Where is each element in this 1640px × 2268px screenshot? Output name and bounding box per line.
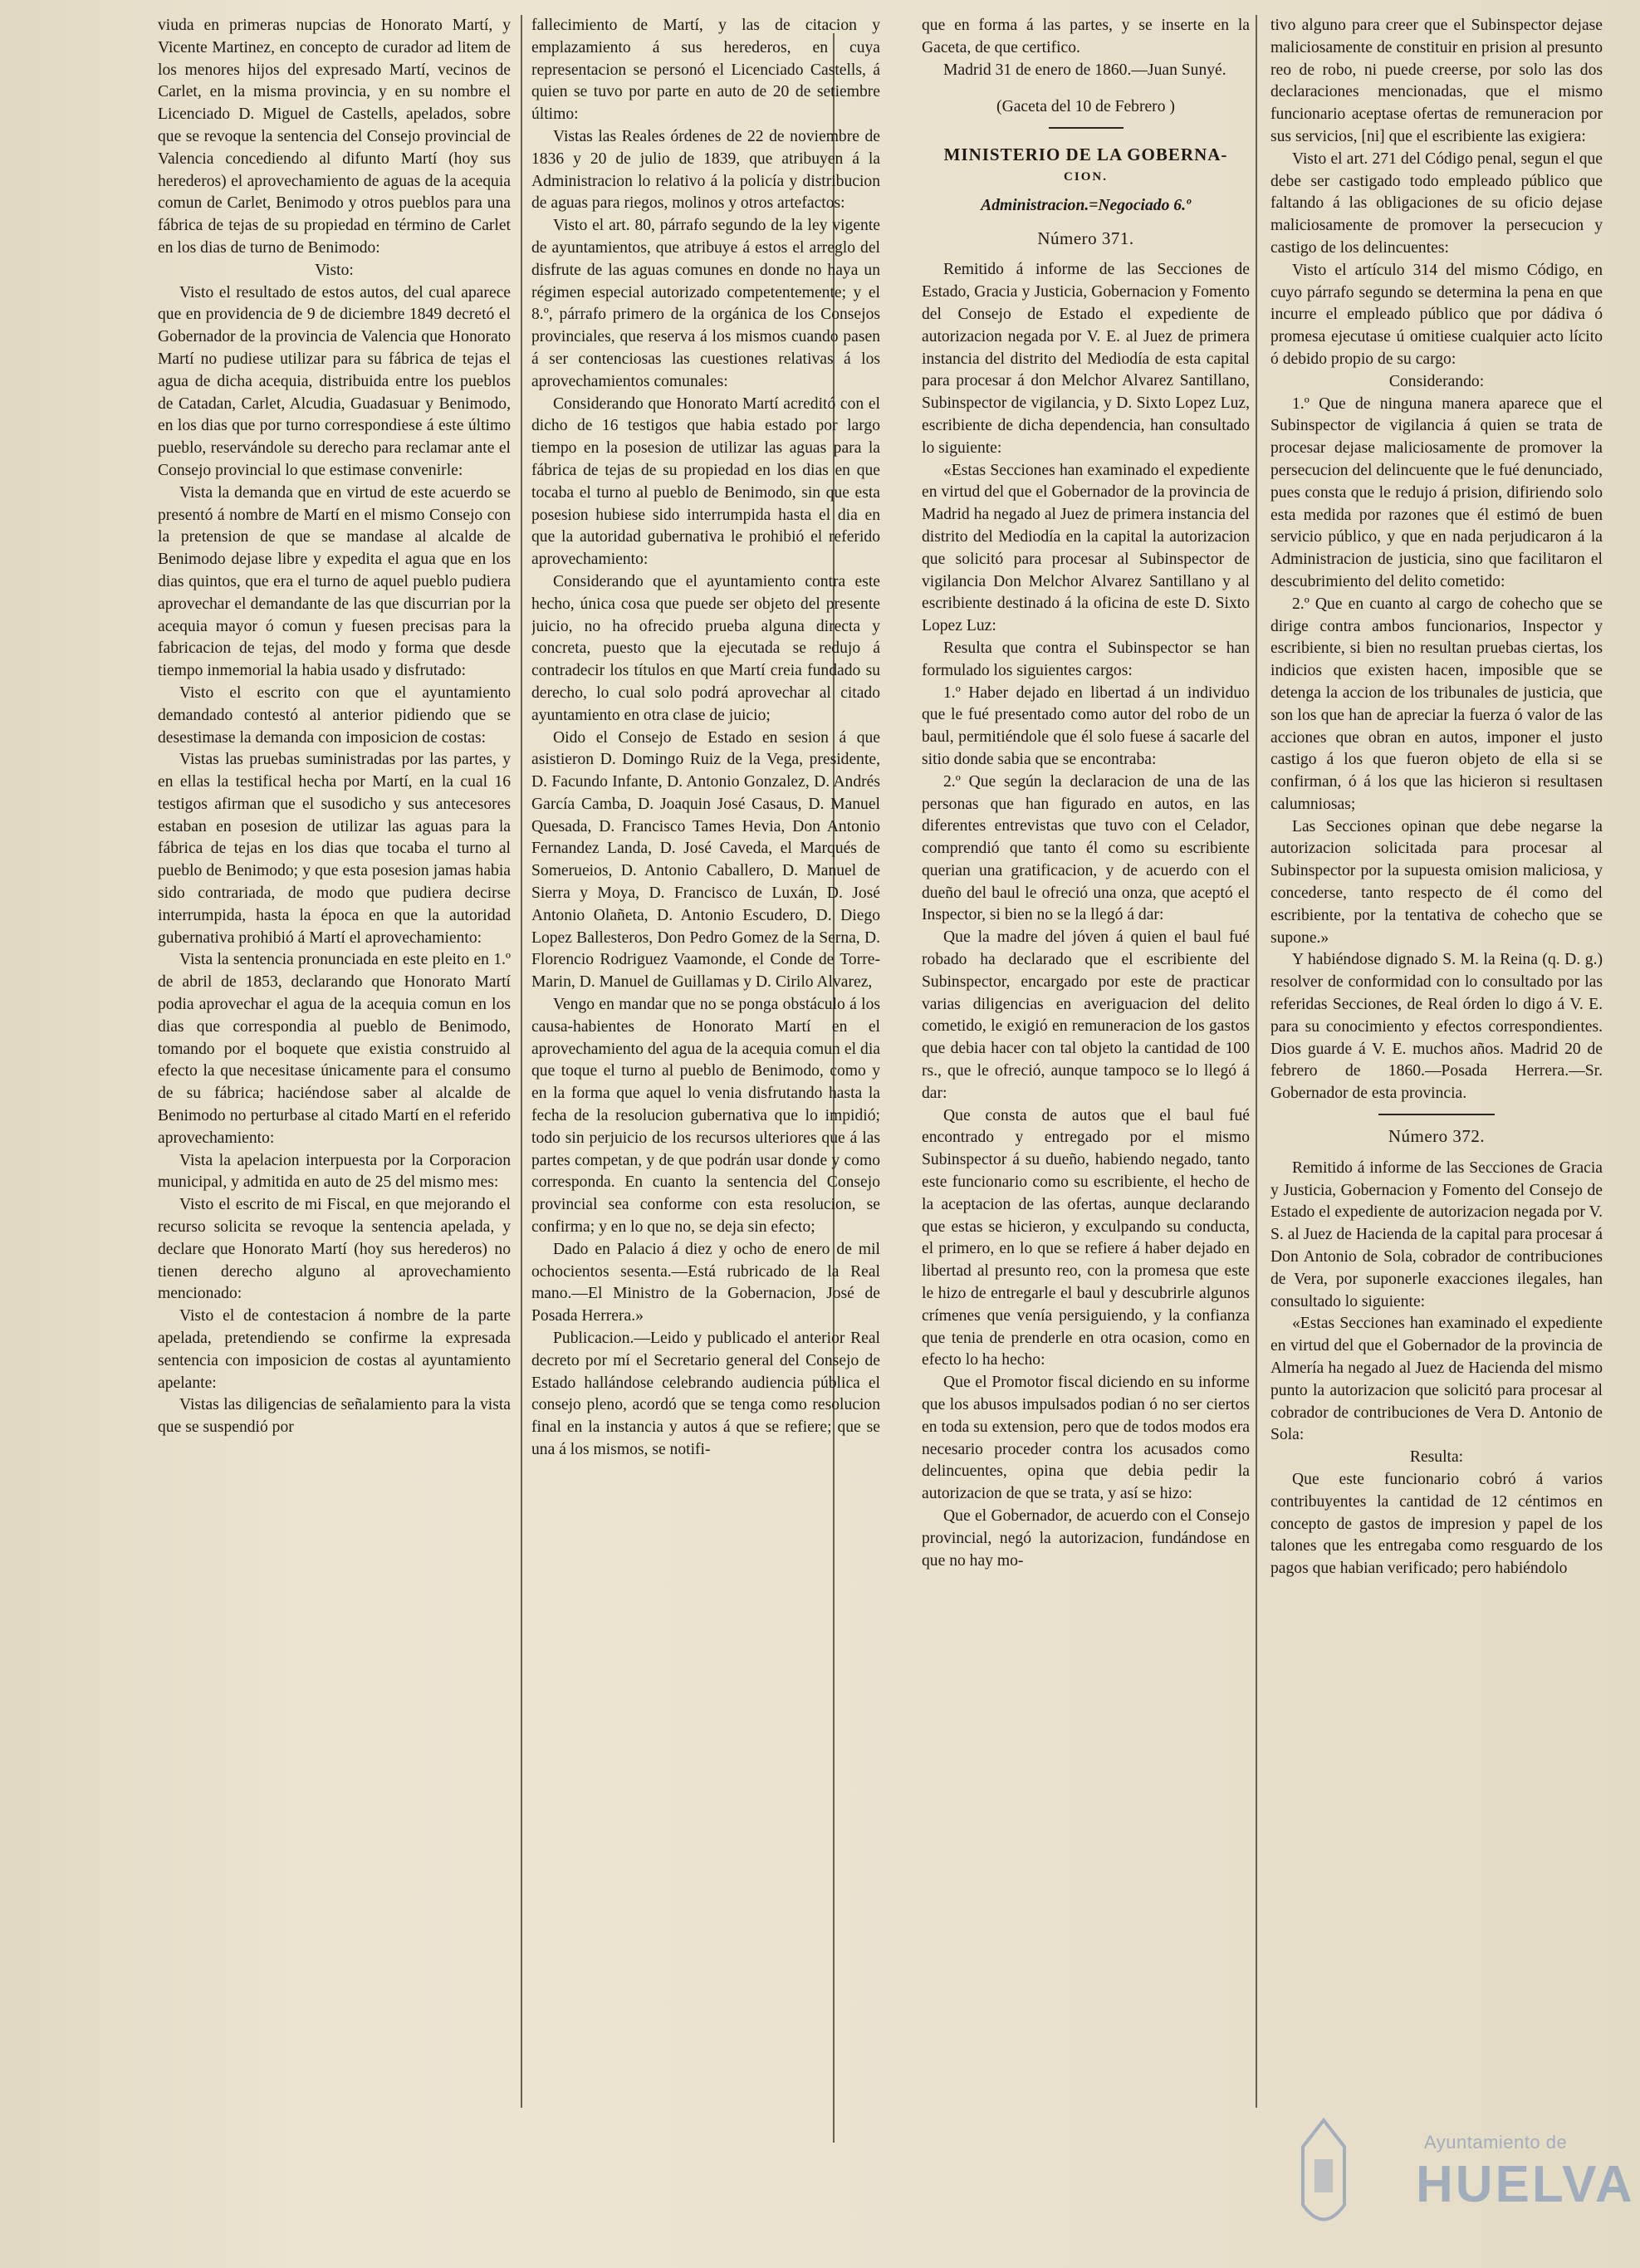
paragraph: Que este funcionario cobró á varios contribuyentes la cantidad de 12 céntimos en concepto de gastos de impresion y papel de los talones que les entregaba como resguardo de los pagos que habian verificado; pero habiéndolo [1270,1471,1603,1578]
paragraph: Que la madre del jóven á quien el baul fué robado ha declarado que el escribiente del Subinspector, encargado por este de practicar varias diligencias en averiguacion del delito cometido, le exigió en remuneracion de los gastos que debia hacer con tal objeto la cantidad de 100 rs., que le ofreció, aunque tampoco se lo llegó á dar: [922,928,1250,1102]
paragraph: fallecimiento de Martí, y las de citacion y emplazamiento á sus herederos, en cuya representacion se personó el Licenciado Castells, á quien se tuvo por parte en auto de 20 de setiembre último: [531,17,880,124]
paragraph: 1.º Haber dejado en libertad á un individuo que le fué presentado como autor del robo de un baul, permitiéndole que él solo fuese á sacarle del sitio donde sabia que se encontraba: [922,683,1250,768]
paragraph: Considerando que Honorato Martí acreditó con el dicho de 16 testigos que habia estado por largo tiempo en la posesion de utilizar las aguas para la fábrica de tejas de su propiedad en los dias en que tocaba el turno al pueblo de Benimodo, sin que esta posesion hubiese sido interrumpida hasta el dia en que la autoridad gubernativa le prohibió el referido aprovechamiento: [531,394,880,569]
paragraph: tivo alguno para creer que el Subinspector dejase maliciosamente de constituir en prision al presunto reo de robo, ni puede creerse, por solo las dos declaraciones mencionadas, que el mismo funcionario aceptase ofertas de remuneracion por sus servicios, [ni] que el escribiente las exigiera: [1270,17,1603,145]
gaceta-reference: (Gaceta del 10 de Febrero ) [996,98,1175,116]
paragraph: viuda en primeras nupcias de Honorato Martí, y Vicente Martinez, en concepto de curador ad litem de los menores hijos del expresado Martí, vecinos de Carlet, en la misma provincia, y en su nombre el Licenciado D. Miguel de Castells, apelados, sobre que se revoque la sentencia del Consejo provincial de Valencia concediendo al difunto Martí (hoy sus herederos) el aprovechamiento de aguas de la acequia comun de Carlet, Benimodo y otros pueblos para una fábrica de tejas de su propiedad en término de Carlet en los dias de turno de Benimodo: [158,17,511,257]
paragraph: Vistas las diligencias de señalamiento para la vista que se suspendió por [158,1396,511,1437]
paragraph: Vistas las pruebas suministradas por las partes, y en ellas la testifical hecha por Martí, en la cual 16 testigos afirman que el susodicho y sus antecesores estaban en posesion de utilizar las aguas para la fábrica de tejas en los dias que tocaba el turno al pueblo de Benimodo; y que esta posesion jamas habia sido contrariada, de modo que pudiera decirse interrumpida, hasta la época en que la autoridad gubernativa prohibió á Martí el aprovechamiento: [158,751,511,947]
paragraph: Que el Promotor fiscal diciendo en su informe que los abusos impulsados podian ó no ser ciertos en toda su extension, pero que de todos modos era necesario proceder contra los acusados como delincuentes, opina que debia pedir la autorizacion de que se trata, y así se hizo: [922,1374,1250,1503]
paragraph: Y habiéndose dignado S. M. la Reina (q. D. g.) resolver de conformidad con lo consultado por las referidas Secciones, de Real órden lo digo á V. E. para su conocimiento y efectos correspondientes. Dios guarde á V. E. muchos años. Madrid 20 de febrero de 1860.—Posada Herrera.—Sr. Gobernador de esta provincia. [1270,951,1603,1103]
divider [1049,127,1124,129]
paragraph: Visto el de contestacion á nombre de la parte apelada, pretendiendo se confirme la expresada sentencia con imposicion de costas al ayuntamiento apelante: [158,1307,511,1392]
paragraph: Vengo en mandar que no se ponga obstáculo á los causa-habientes de Honorato Martí en el aprovechamiento del agua de la acequia comun el dia que toque el turno al pueblo de Benimodo, como y en la forma que aquel lo venia disfrutando hasta la fecha de la resolucion gubernativa que lo impidió; todo sin perjuicio de los recursos ulteriores que á las partes competan, y de que podrán usar donde y como corresponda. En cuanto la sentencia del Consejo provincial sea conforme con esta resolucion, se confirma; y en lo que no, se deja sin efecto; [531,996,880,1237]
dateline: Madrid 31 de enero de 1860.—Juan Sunyé. [943,61,1226,79]
divider [1378,1114,1495,1115]
number-heading: Número 372. [1388,1126,1486,1147]
paragraph: Visto el art. 80, párrafo segundo de la ley vigente de ayuntamientos, que atribuye á estos el arreglo del disfrute de las aguas comunes en donde no haya un régimen especial autorizado competentemente; y el 8.º, párrafo primero de la orgánica de los Consejos provinciales, que reserva á los mismos cuando pasen á ser contenciosas las cuestiones relativas á los aprovechamientos comunales: [531,217,880,390]
column-3 [922,15,1250,2216]
paragraph: Las Secciones opinan que debe negarse la autorizacion solicitada para procesar al Subinspector por la supuesta omision maliciosa, y concederse, tanto respecto de él como del escribiente, por la tentativa de cohecho que se supone.» [1270,817,1603,947]
paragraph: 1.º Que de ninguna manera aparece que el Subinspector de vigilancia á quien se trata de procesar dejase maliciosamente de promover la persecucion del delincuente que le fué denunciado, pues consta que le redujo á prision, difiriendo solo esta medida por razones que él estimó de buen servicio público, y que en nada perjudicaron á la Administracion de justicia, sino que facilitaron el descubrimiento del delito cometido: [1270,394,1603,590]
number-heading: Número 371. [1037,228,1134,248]
paragraph: «Estas Secciones han examinado el expediente en virtud del que el Gobernador de la provincia de Almería ha negado al Juez de Hacienda del mismo punto la autorizacion que solicitó para procesar al cobrador de contribuciones de Vera D. Antonio de Sola: [1270,1315,1603,1444]
paragraph: Vista la demanda que en virtud de este acuerdo se presentó á nombre de Martí en el mismo Consejo con la pretension de que se mandase al alcalde de Benimodo dejase libre y expedita el agua que en los dias quintos, que era el turno de aquel pueblo pudiera aprovechar el demandante de las que discurrian por la acequia mayor ó comun y fuesen precisas para la fabricacion de tejas, del modo y forma que desde tiempo inmemorial la habia usado y disfrutado: [158,483,511,680]
ministry-subtitle: CION. [1064,169,1108,184]
paragraph: Visto el escrito con que el ayuntamiento demandado contestó al anterior pidiendo que se desestimase la demanda con imposicion de costas: [158,683,511,747]
section-heading: Administracion.=Negociado 6.º [981,196,1191,214]
paragraph: Considerando: [1388,372,1485,390]
paragraph: Vista la sentencia pronunciada en este pleito en 1.º de abril de 1853, declarando que Honorato Martí podia aprovechar el agua de la acequia comun en los dias que correspondia al pueblo de Benimodo, tomando por el boquete que existia construido al efecto la que necesitase únicamente para el consumo de su fábrica; haciéndose saber al alcalde de Benimodo no perturbase al citado Martí en el referido aprovechamiento: [158,951,511,1147]
ministry-title: MINISTERIO DE LA GOBERNA- [943,145,1228,165]
paragraph: Vistas las Reales órdenes de 22 de noviembre de 1836 y 20 de julio de 1839, que atribuyen á la Administracion lo relativo á la policía y distribucion de aguas para riegos, molinos y otros artefactos: [531,127,880,213]
paragraph: que en forma á las partes, y se inserte en la Gaceta, de que certifico. [922,17,1250,56]
column-rule [521,15,522,2108]
paragraph: Que el Gobernador, de acuerdo con el Consejo provincial, negó la autorizacion, fundándose en que no hay mo- [922,1507,1250,1570]
watermark-line1: Ayuntamiento de [1424,2132,1568,2153]
ministry-heading [922,144,1250,189]
paragraph: Remitido á informe de las Secciones de Gracia y Justicia, Gobernacion y Fomento del Consejo de Estado el expediente de autorizacion negada por V. S. al Juez de Hacienda de la capital para procesar á Don Antonio de Sola, cobrador de contribuciones de Vera, por suponerle exacciones ilegales, han consultado lo siguiente: [1270,1158,1603,1310]
ayuntamiento-huelva-watermark [1291,2105,1635,2238]
paragraph: Vista la apelacion interpuesta por la Corporacion municipal, y admitida en auto de 25 del mismo mes: [158,1151,511,1192]
paragraph: Resulta: [1409,1448,1464,1467]
paragraph: Visto el escrito de mi Fiscal, en que mejorando el recurso solicita se revoque la sentencia apelada, y declare que Honorato Martí (hoy sus herederos) no tienen derecho alguno al aprovechamiento mencionado: [158,1196,511,1303]
paragraph: Visto: [315,261,354,279]
paragraph: Visto el artículo 314 del mismo Código, en cuyo párrafo segundo se determina la pena en que incurre el empleado público que por dádiva ó promesa ejecutase ú omitiese cualquier acto lícito ó debido propio de su cargo: [1270,261,1603,368]
paragraph: Publicacion.—Leido y publicado el anterior Real decreto por mí el Secretario general del Consejo de Estado hallándose celebrando audiencia pública el consejo pleno, acordó que se tenga como resolucion final en la instancia y autos á que se refiere; que se una á los mismos, se notifi- [531,1330,880,1458]
paragraph: 2.º Que en cuanto al cargo de cohecho que se dirige contra ambos funcionarios, Inspector y escribiente, si bien no resultan pruebas ciertas, los indicios que existen hacen, imposible que se detenga la accion de los tribunales de justicia, que son los que han de apreciar la fuerza ó valor de las acciones que obran en autos, imponer el justo castigo á los que fueron objeto de ella si se confirman, ó á los que las hicieron si resultasen calumniosas; [1270,595,1603,813]
column-1 [158,15,511,2216]
paragraph: Resulta que contra el Subinspector se han formulado los siguientes cargos: [922,639,1250,679]
column-4 [1270,15,1603,2216]
column-2 [531,15,880,2216]
paragraph: Dado en Palacio á diez y ocho de enero de mil ochocientos sesenta.—Está rubricado de la Real mano.—El Ministro de la Gobernacion, José de Posada Herrera.» [531,1240,880,1325]
paragraph: Visto el resultado de estos autos, del cual aparece que en providencia de 9 de diciembre 1849 decretó el Gobernador de la provincia de Valencia que Honorato Martí no pudiese utilizar para su fábrica de tejas el agua de dicha acequia, distribuida entre los pueblos de Catadan, Carlet, Alcudia, Guadasuar y Benimodo, en los dias que por turno correspondiese á este último pueblo, reservándole su derecho para reclamar ante el Consejo provincial lo que estimase convenirle: [158,283,511,479]
paragraph: Visto el art. 271 del Código penal, segun el que debe ser castigado todo empleado público que faltando á las obligaciones de su oficio dejase maliciosamente de promover la persecucion y castigo de los delincuentes: [1270,149,1603,257]
watermark-line2: HUELVA [1416,2156,1635,2213]
crest-icon [1295,2114,1353,2238]
paragraph: «Estas Secciones han examinado el expediente en virtud del que el Gobernador de la provincia de Madrid ha negado al Juez de primera instancia del distrito del Mediodía en la capital la autorizacion que solicitó para procesar al Subinspector de vigilancia Don Melchor Alvarez Santillano y al escribiente destinado á la oficina de este D. Sixto Lopez Luz: [922,461,1250,635]
column-rule [1256,15,1257,2108]
paragraph: Considerando que el ayuntamiento contra este hecho, única cosa que puede ser objeto del presente juicio, no ha ofrecido prueba alguna directa y concreta, puesto que la ejecutada se redujo á contradecir los títulos en que Martí creia fundado su derecho, lo cual solo podrá aprovechar al citado ayuntamiento en otra clase de juicio; [531,572,880,724]
paragraph: Oido el Consejo de Estado en sesion á que asistieron D. Domingo Ruiz de la Vega, presidente, D. Facundo Infante, D. Antonio Gonzalez, D. Andrés García Camba, D. Joaquin José Casaus, D. Manuel Quesada, D. Francisco Tames Hevia, Don Antonio Fernandez Landa, D. José Caveda, el Marqués de Somerueios, D. Antonio Caballero, D. Manuel de Sierra y Moya, D. Francisco de Luxán, D. José Antonio Olañeta, D. Antonio Escudero, D. Diego Lopez Ballesteros, Don Pedro Gomez de la Serna, D. Florencio Rodriguez Vaamonde, el Conde de Torre-Marin, D. Manuel de Guillamas y D. Cirilo Alvarez, [531,728,880,992]
paragraph: Remitido á informe de las Secciones de Estado, Gracia y Justicia, Gobernacion y Fomento del Consejo de Estado el expediente de autorizacion negada por V. E. al Juez de primera instancia del distrito del Mediodía de esta capital para procesar á don Melchor Alvarez Santillano, Subinspector de vigilancia, y D. Sixto Lopez Luz, escribiente de dicha dependencia, han consultado lo siguiente: [922,261,1250,457]
paragraph: 2.º Que según la declaracion de una de las personas que han figurado en autos, en las diferentes entrevistas que tuvo con el Celador, comprendió que tanto él como su escribiente querian una gratificacion, y de acuerdo con el dueño del baul le ofreció una onza, que aceptó el Inspector, si bien no se la llegó á dar: [922,772,1250,924]
paragraph: Que consta de autos que el baul fué encontrado y entregado por el mismo Subinspector á su dueño, habiendo negado, tanto este funcionario como su escribiente, el hecho de la aceptacion de las ofertas, aunque declarando que estas se hicieron, y exculpando su conducta, el primero, en lo que se refiere á haber dejado en libertad al presunto reo, con la promesa que este le hizo de entregarle el baul y descubrirle algunos crímenes que venía persiguiendo, y la confianza que tenia de prenderle en otra ocasion, como en efecto lo ha hecho: [922,1106,1250,1369]
